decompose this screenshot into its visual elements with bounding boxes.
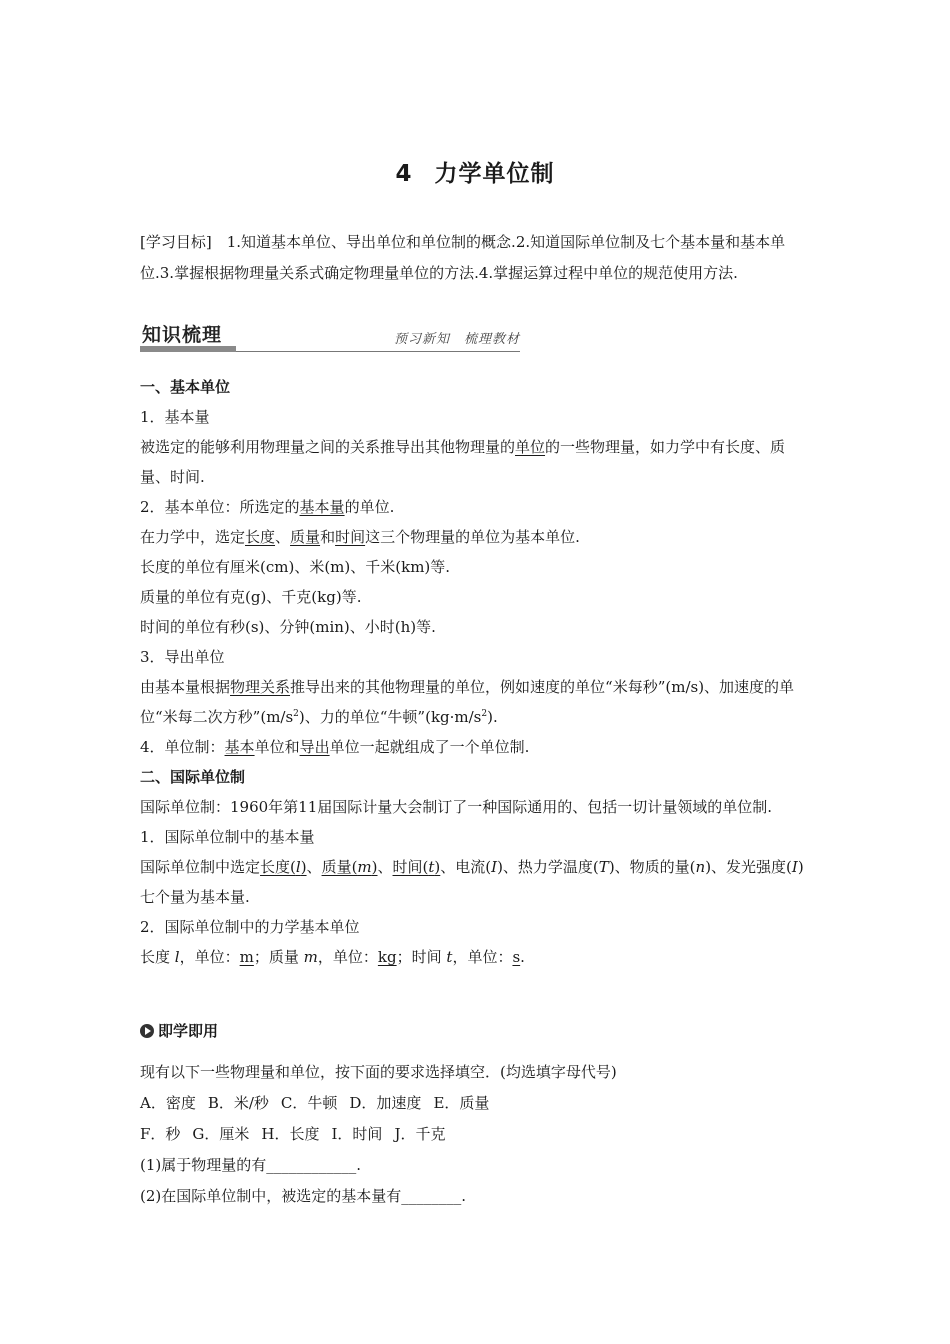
time-units-line: 时间的单位有秒(s)、分钟(min)、小时(h)等. (140, 618, 436, 636)
text-span: 单位一起就组成了一个单位制. (329, 738, 530, 756)
underlined-answer: 导出 (299, 738, 330, 756)
text-span: 由基本量根据 (140, 678, 231, 696)
option-f: F．秒 (140, 1125, 181, 1143)
text-span: 这三个物理量的单位为基本单位. (365, 528, 580, 546)
text-span: ). (487, 708, 498, 726)
text-span: )、物质的量( (608, 858, 696, 876)
text-span: ) (371, 858, 378, 876)
text-span: )、力的单位“牛顿”(kg·m/s (298, 708, 482, 726)
text-span: 推导出来的其他物理量的单位，例如速度的单位“米每秒”(m/s)、加速度的单位“米每二次方秒”(m/s (140, 678, 795, 726)
option-b: B．米/秒 (207, 1094, 269, 1112)
symbol: t (428, 858, 435, 876)
text-span: 单位和 (254, 738, 300, 756)
mass-units-line: 质量的单位有克(g)、千克(kg)等. (140, 588, 362, 606)
objectives-text: 1.知道基本单位、导出单位和单位制的概念.2.知道国际单位制及七个基本量和基本单位.3.掌握根据物理量关系式确定物理量单位的方法.4.掌握运算过程中单位的规范使用方法. (140, 233, 786, 282)
practice-heading (140, 1020, 218, 1041)
section-2-heading: 二、国际单位制 (140, 768, 246, 786)
item-3-text (140, 672, 812, 732)
underlined-answer: 长度 (245, 528, 276, 546)
text-span: ；质量 (253, 948, 299, 966)
practice-heading-text: 即学即用 (158, 1022, 219, 1040)
text-span: 4．单位制： (140, 738, 225, 756)
si-item-2-text (140, 942, 812, 972)
superscript: 2 (293, 709, 299, 719)
underlined-answer (260, 858, 307, 876)
practice-body (140, 1057, 812, 1212)
si-intro: 国际单位制：1960年第11届国际计量大会制订了一种国际通用的、包括一切计量领域的单位制. (140, 798, 773, 816)
text-span: ，单位： (452, 948, 513, 966)
item-3-title: 3．导出单位 (140, 648, 225, 666)
text-span: 在力学中，选定 (140, 528, 246, 546)
option-i: I．时间 (331, 1125, 383, 1143)
underlined-answer: 基本 (224, 738, 255, 756)
text-span: ) (300, 858, 307, 876)
option-g: G．厘米 (192, 1125, 250, 1143)
section-1-heading: 一、基本单位 (140, 378, 231, 396)
item-1-text (140, 432, 812, 492)
text-span: 国际单位制中选定 (140, 858, 261, 876)
underlined-answer (393, 858, 441, 876)
underlined-answer: kg (377, 948, 397, 966)
objectives-label: [学习目标] (140, 233, 212, 251)
text-span: ；时间 (396, 948, 442, 966)
symbol: t (446, 948, 453, 966)
title-text: 力学单位制 (434, 161, 555, 187)
underlined-answer: 物理关系 (230, 678, 291, 696)
text-span: 、 (275, 528, 291, 546)
banner-title: 知识梳理 (142, 324, 223, 346)
section-banner (140, 318, 522, 354)
title-number: 4 (395, 161, 413, 187)
text-span: 的单位. (344, 498, 395, 516)
item-4-text (140, 732, 812, 762)
si-item-2-title: 2．国际单位制中的力学基本单位 (140, 918, 360, 936)
text-span: 被选定的能够利用物理量之间的关系推导出其他物理量的 (140, 438, 516, 456)
text-span: ，单位： (317, 948, 378, 966)
option-e: E．质量 (433, 1094, 490, 1112)
option-d: D．加速度 (349, 1094, 422, 1112)
text-span: ，单位： (179, 948, 240, 966)
underlined-answer: 单位 (515, 438, 546, 456)
practice-intro: 现有以下一些物理量和单位，按下面的要求选择填空．(均选填字母代号) (140, 1063, 617, 1081)
si-item-1-title: 1．国际单位制中的基本量 (140, 828, 315, 846)
learning-objectives (140, 227, 812, 289)
text-span: 长度( (260, 858, 296, 876)
symbol: I (791, 858, 798, 876)
text-span: )、发光强度( (705, 858, 792, 876)
underlined-answer: 基本量 (299, 498, 345, 516)
banner-bar (140, 346, 236, 352)
content-body (140, 372, 812, 972)
banner-rule (236, 351, 520, 352)
banner-subtitle: 预习新知 梳理教材 (393, 332, 520, 347)
underlined-answer: 质量 (290, 528, 321, 546)
question-1: (1)属于物理量的有____________. (140, 1156, 362, 1174)
underlined-answer: s (512, 948, 521, 966)
superscript: 2 (481, 709, 488, 719)
text-span: 的一些物理量，如力学中有长度、质量、时间. (140, 438, 786, 486)
symbol: m (303, 948, 318, 966)
underlined-answer: m (239, 948, 254, 966)
item-2-mechanics-line (140, 522, 812, 552)
symbol: l (295, 858, 301, 876)
text-span: 、 (306, 858, 322, 876)
symbol: m (357, 858, 372, 876)
text-span: 质量( (321, 858, 358, 876)
item-2-line (140, 492, 812, 522)
text-span: . (520, 948, 525, 966)
option-c: C．牛顿 (280, 1094, 338, 1112)
option-h: H．长度 (261, 1125, 320, 1143)
symbol: T (598, 858, 609, 876)
text-span: 、电流( (440, 858, 492, 876)
options-row-2 (140, 1119, 812, 1150)
symbol: I (491, 858, 498, 876)
text-span: 长度 (140, 948, 171, 966)
item-1-title: 1．基本量 (140, 408, 210, 426)
option-a: A．密度 (140, 1094, 196, 1112)
symbol: l (174, 948, 180, 966)
text-span: 2．基本单位：所选定的 (140, 498, 300, 516)
text-span: 和 (320, 528, 336, 546)
question-2: (2)在国际单位制中，被选定的基本量有________. (140, 1187, 467, 1205)
options-row-1 (140, 1088, 812, 1119)
symbol: n (695, 858, 706, 876)
text-span: 时间( (392, 858, 429, 876)
text-span: )、热力学温度( (497, 858, 599, 876)
underlined-answer (322, 858, 378, 876)
length-units-line: 长度的单位有厘米(cm)、米(m)、千米(km)等. (140, 558, 451, 576)
underlined-answer: 时间 (335, 528, 366, 546)
play-circle-icon (140, 1024, 154, 1038)
text-span: ) (434, 858, 441, 876)
option-j: J．千克 (394, 1125, 446, 1143)
text-span: 、 (377, 858, 393, 876)
si-item-1-text (140, 852, 812, 912)
text-span: )七个量为基本量. (140, 858, 804, 906)
page-title (0, 155, 950, 188)
